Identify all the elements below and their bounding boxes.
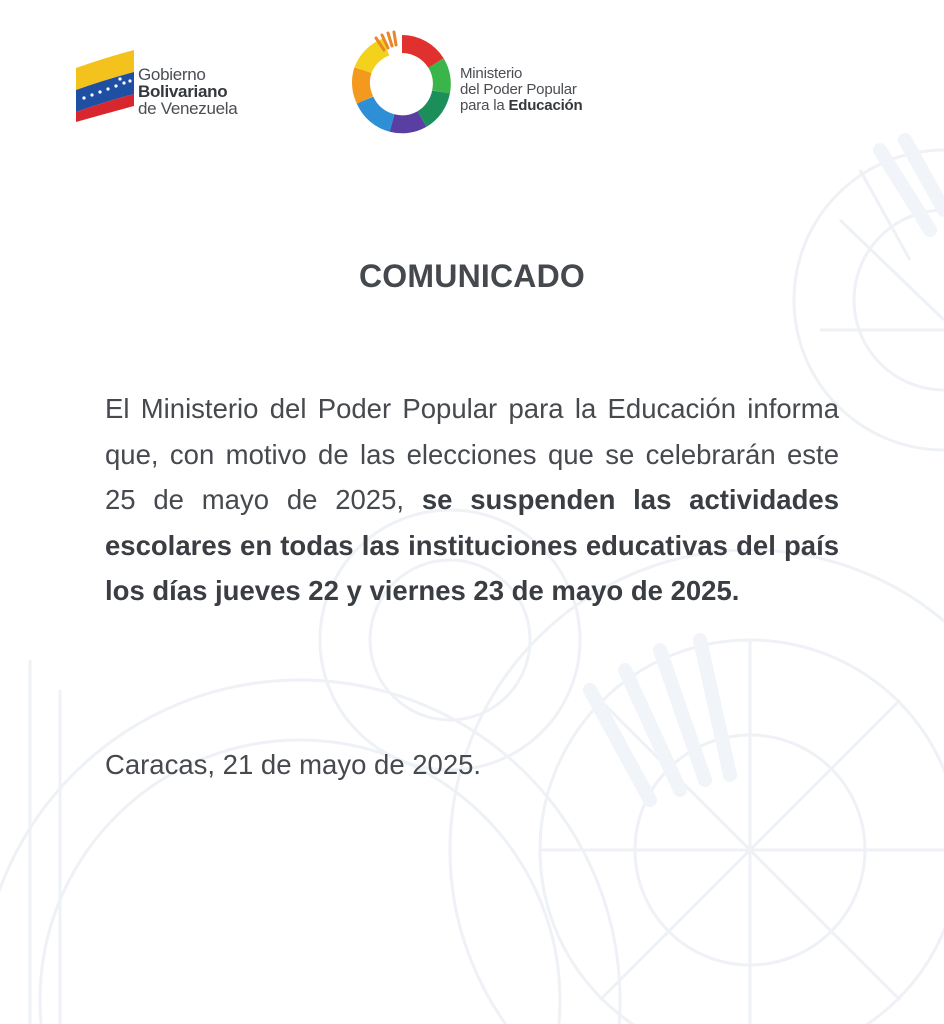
page-title: COMUNICADO bbox=[359, 258, 585, 294]
date-line: Caracas, 21 de mayo de 2025. bbox=[105, 749, 482, 780]
ministry-logo bbox=[348, 30, 618, 140]
gov-line-1: Gobierno bbox=[138, 65, 206, 84]
body-regular-text: El Ministerio del Poder Popular para la Educación informa que, con motivo de las elecciones que se celebrarán este 25 de mayo de 2025, bbox=[105, 393, 839, 515]
gov-line-2: Bolivariano bbox=[138, 82, 228, 101]
ministry-line-3-bold: Educación bbox=[508, 97, 583, 114]
venezuela-flag-icon bbox=[74, 46, 136, 122]
communique-body bbox=[105, 386, 839, 614]
ministry-line-2: del Poder Popular bbox=[460, 81, 577, 98]
ministry-line-1: Ministerio bbox=[460, 65, 523, 82]
ministry-ring-emblem-icon bbox=[348, 30, 456, 138]
ministry-line-3 bbox=[460, 98, 583, 114]
ministry-name bbox=[460, 66, 583, 114]
gov-line-3: de Venezuela bbox=[138, 99, 238, 118]
body-bold-text: se suspenden las actividades escolares en todas las instituciones educativas del país los días jueves 22 y viernes 23 de mayo de 2025. bbox=[105, 484, 839, 606]
government-name bbox=[138, 66, 237, 117]
ministry-line-3-prefix: para la bbox=[460, 97, 509, 114]
government-logo bbox=[74, 46, 274, 126]
